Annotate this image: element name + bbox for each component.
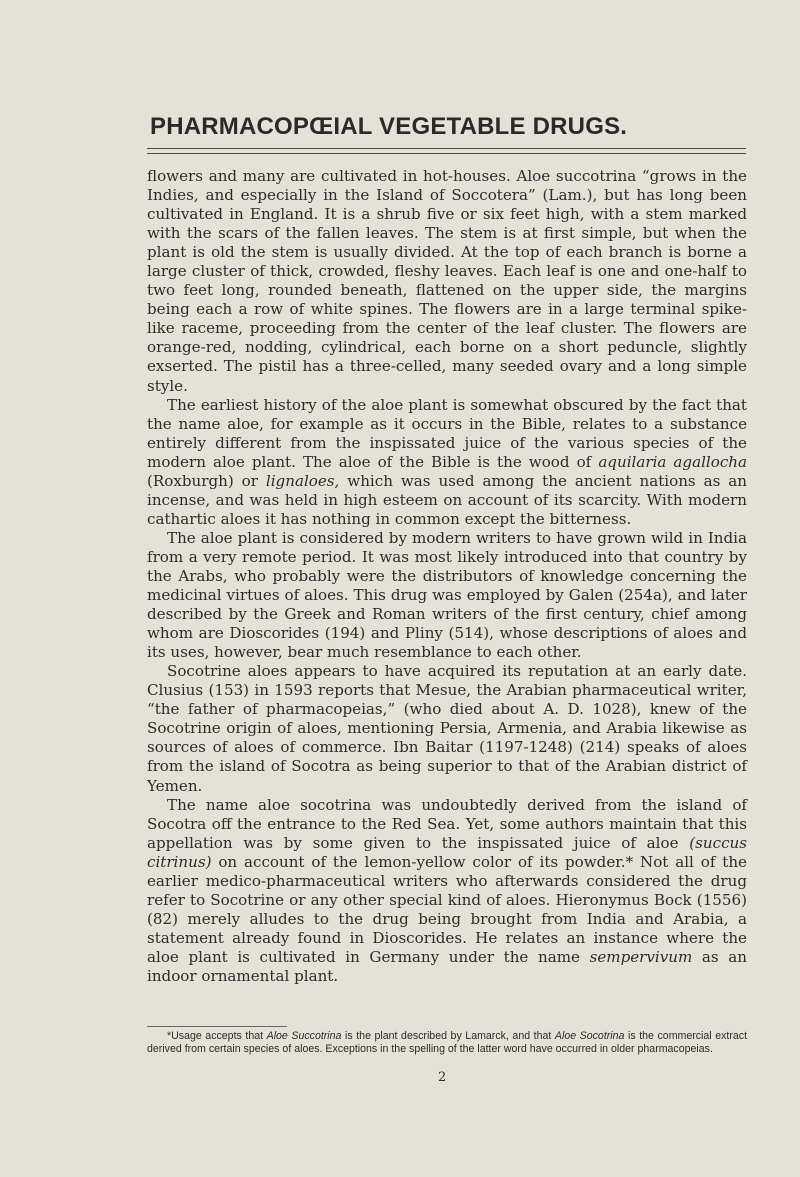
paragraph xyxy=(147,662,747,795)
paragraph xyxy=(147,167,747,396)
text-run: is the plant described by Lamarck, and that xyxy=(341,1030,555,1042)
footnote-rule xyxy=(147,1026,287,1027)
footnote xyxy=(147,1030,747,1057)
italic-run: Aloe Socotrina xyxy=(554,1030,625,1042)
text-run: *Usage accepts that xyxy=(167,1030,267,1042)
text-run: The aloe plant is considered by modern writers to have grown wild in India from a very remote period. It was most likely introduced into that country by the Arabs, who probably were the distributors of knowledge concerning the medicinal virtues of aloes. This drug was employed by Galen (254a), and later described by the Greek and Roman writers of the first century, chief among whom are Dioscorides (194) and Pliny (514), whose descriptions of aloes and its uses, however, bear much resemblance to each other. xyxy=(147,528,747,662)
italic-run: aquilaria agallocha xyxy=(598,452,747,471)
paragraph xyxy=(147,529,747,662)
paragraph xyxy=(147,796,747,986)
text-run: The earliest history of the aloe plant is somewhat obscured by the fact that the name aloe, for example as it occurs in the Bible, relates to a substance entirely different from the inspissated juice of the various species of the modern aloe plant. The aloe of the Bible is the wood of xyxy=(147,395,747,471)
text-run: The name aloe socotrina was undoubtedly derived from the island of Socotra off the entrance to the Red Sea. Yet, some authors maintain that this appellation was by some given to the inspissated juice of aloe xyxy=(147,795,747,852)
body-text xyxy=(147,167,747,986)
text-run: flowers and many are cultivated in hot-houses. Aloe succotrina “grows in the Indies, and especially in the Island of Soccotera” (Lam.), but has long been cultivated in England. It is a shrub five or six feet high, with a stem marked with the scars of the fallen leaves. The stem is at first simple, but when the plant is old the stem is usually divided. At the top of each branch is borne a large cluster of thick, crowded, fleshy leaves. Each leaf is one and one-half to two feet long, rounded beneath, flattened on the upper side, the margins being each a row of white spines. The flowers are in a large terminal spike-like raceme, proceeding from the center of the leaf cluster. The flowers are orange-red, nodding, cylindrical, each borne on a short peduncle, slightly exserted. The pistil has a three-celled, many seeded ovary and a long simple style. xyxy=(147,167,747,395)
text-run: is the commercial extract derived from certain species of aloes. Exceptions in the spelling of the latter word have occurred in older pharmacopeias. xyxy=(147,1030,748,1056)
text-run: on account of the lemon-yellow color of its powder.* Not all of the earlier medico-pharmaceutical writers who afterwards considered the drug refer to Socotrine or any other special kind of aloes. Hieronymus Bock (1556) (82) merely alludes to the drug being brought from India and Arabia, a statement already found in Dioscorides. He relates an instance where the aloe plant is cultivated in Germany under the name xyxy=(147,852,747,966)
header-rule-bottom xyxy=(147,153,746,154)
italic-run: lignaloes, xyxy=(265,471,340,490)
text-run: Socotrine aloes appears to have acquired its reputation at an early date. Clusius (153) in 1593 reports that Mesue, the Arabian pharmaceutical writer, “the father of pharmacopeias,” (who died about A. D. 1028), knew of the Socotrine origin of aloes, mentioning Persia, Armenia, and Arabia likewise as sources of aloes of commerce. Ibn Baitar (1197-1248) (214) speaks of aloes from the island of Socotra as being superior to that of the Arabian district of Yemen. xyxy=(147,662,747,795)
running-head: PHARMACOPŒIAL VEGETABLE DRUGS. xyxy=(150,113,628,140)
italic-run: Aloe Succotrina xyxy=(266,1030,342,1042)
text-run: which was used among the ancient nations as an incense, and was held in high esteem on account of its scarcity. With modern cathartic aloes it has nothing in common except the bitterness. xyxy=(147,471,747,528)
page-number: 2 xyxy=(438,1070,447,1085)
header-rule-top xyxy=(147,148,746,149)
italic-run: sempervivum xyxy=(589,947,693,966)
paragraph xyxy=(147,396,747,529)
italic-run: (succus citrinus) xyxy=(147,833,747,871)
text-run: (Roxburgh) or xyxy=(147,471,266,490)
text-run: as an indoor ornamental plant. xyxy=(147,947,747,985)
